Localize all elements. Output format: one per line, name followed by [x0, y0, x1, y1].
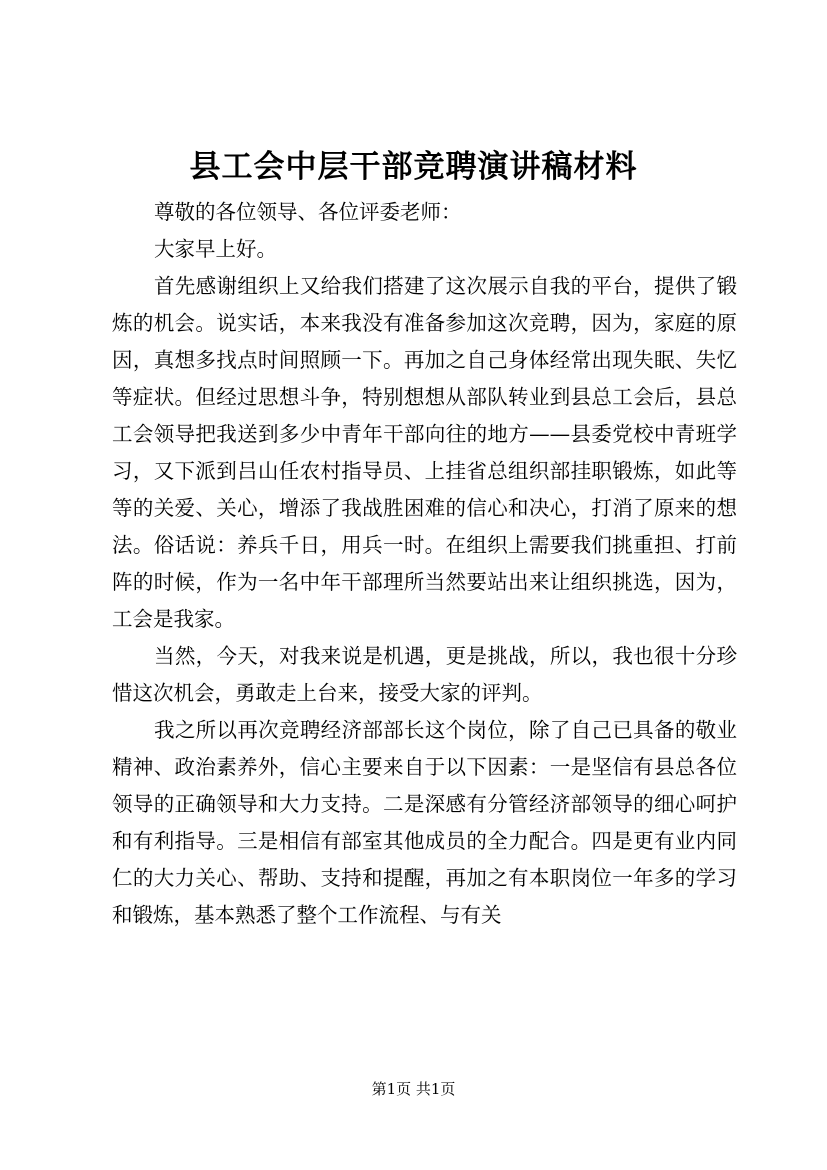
- greeting-paragraph: 大家早上好。: [154, 237, 277, 261]
- salutation-paragraph: 尊敬的各位领导、各位评委老师：: [154, 200, 462, 224]
- body-paragraph: 我之所以再次竞聘经济部部长这个岗位，除了自己已具备的敬业精神、政治素养外，信心主要来自于以下因素：一是坚信有县总各位领导的正确领导和大力支持。二是深感有分管经济部领导的细心呵护和有利指导。三是相信有部室其他成员的全力配合。四是更有业内同仁的大力关心、帮助、支持和提醒，再加之有本职岗位一年多的学习和锻炼，基本熟悉了整个工作流程、与有关: [112, 718, 737, 927]
- body-paragraph: 首先感谢组织上又给我们搭建了这次展示自我的平台，提供了锻炼的机会。说实话，本来我没有准备参加这次竞聘，因为，家庭的原因，真想多找点时间照顾一下。再加之自己身体经常出现失眠、失忆等症状。但经过思想斗争，特别想想从部队转业到县总工会后，县总工会领导把我送到多少中青年干部向往的地方——县委党校中青班学习，又下派到吕山任农村指导员、上挂省总组织部挂职锻炼，如此等等的关爱、关心，增添了我战胜困难的信心和决心，打消了原来的想法。俗话说：养兵千日，用兵一时。在组织上需要我们挑重担、打前阵的时候，作为一名中年干部理所当然要站出来让组织挑选，因为，工会是我家。: [112, 274, 737, 631]
- page-number-footer: 第1页 共1页: [371, 1080, 456, 1098]
- document-title: 县工会中层干部竞聘演讲稿材料: [189, 149, 638, 185]
- document-body: [112, 194, 737, 934]
- body-paragraph: 当然，今天，对我来说是机遇，更是挑战，所以，我也很十分珍惜这次机会，勇敢走上台来，接受大家的评判。: [112, 644, 737, 705]
